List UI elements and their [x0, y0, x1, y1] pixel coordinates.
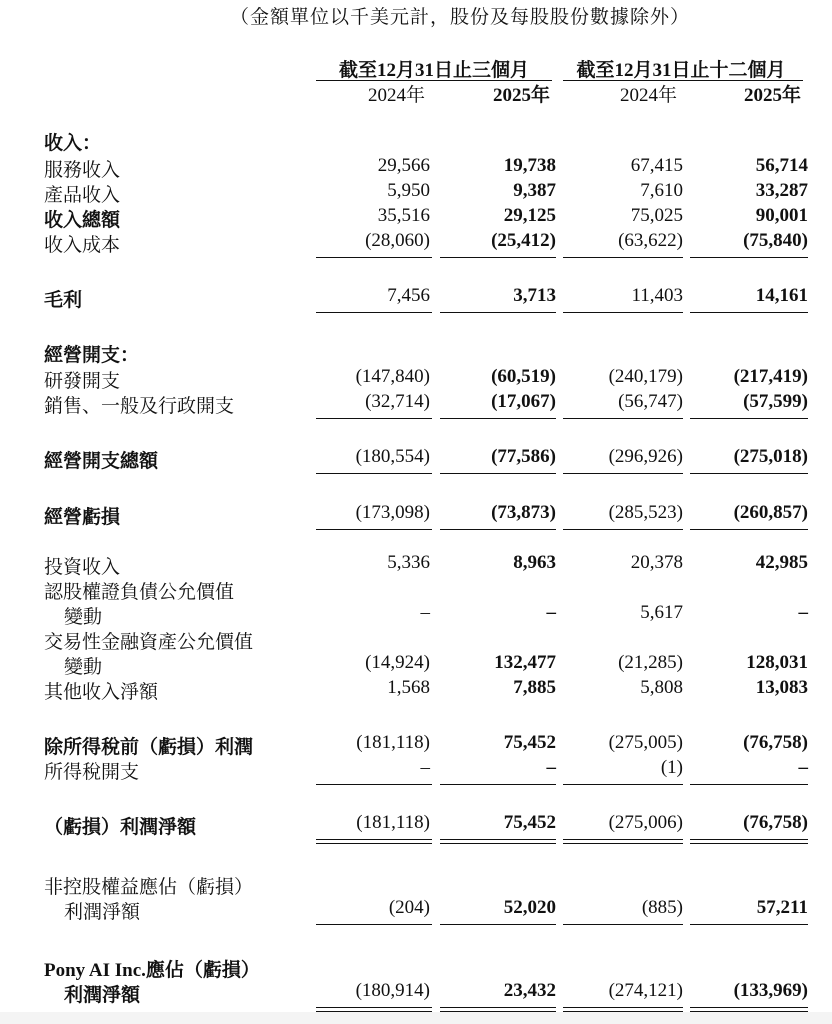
subtotal-underline: [563, 418, 683, 419]
subtotal-underline: [440, 924, 556, 925]
table-cell: 29,566: [377, 155, 430, 176]
table-cell: 11,403: [631, 285, 683, 306]
table-cell: 5,808: [640, 677, 683, 698]
row-label: 非控股權益應佔（虧損）: [44, 877, 254, 898]
row-label: 經營開支總額: [44, 451, 159, 472]
subtotal-underline: [690, 312, 808, 313]
subtotal-underline: [563, 529, 683, 530]
table-cell: (275,006): [608, 812, 683, 833]
table-cell: (56,747): [618, 391, 683, 412]
subtotal-underline: [440, 418, 556, 419]
row-label: 產品收入: [44, 185, 121, 206]
page-bottom-edge: [0, 1012, 832, 1024]
row-label: 除所得稅前（虧損）利潤: [44, 737, 254, 758]
row-label: 變動: [64, 657, 103, 678]
table-cell: 7,885: [513, 677, 556, 698]
table-cell: 7,456: [387, 285, 430, 306]
table-cell: 14,161: [755, 285, 808, 306]
table-subtitle: （金額單位以千美元計，股份及每股股份數據除外）: [229, 7, 690, 28]
subtotal-underline: [440, 473, 556, 474]
table-cell: 75,025: [630, 205, 683, 226]
subtotal-underline: [316, 784, 432, 785]
subtotal-underline: [563, 924, 683, 925]
table-cell: 42,985: [755, 552, 808, 573]
total-double-underline: [316, 839, 432, 844]
subtotal-underline: [316, 418, 432, 419]
row-label: 認股權證負債公允價值: [44, 582, 235, 603]
column-year-2024-3m: 2024年: [367, 85, 425, 106]
row-label: 收入總額: [44, 210, 121, 231]
row-label: 利潤淨額: [64, 985, 141, 1006]
row-label: 收入成本: [44, 235, 121, 256]
table-cell: 75,452: [503, 812, 556, 833]
row-label: 投資收入: [44, 557, 121, 578]
table-cell: (73,873): [491, 502, 556, 523]
table-cell: –: [798, 757, 808, 778]
table-cell: 9,387: [513, 180, 556, 201]
row-label: 服務收入: [44, 160, 121, 181]
subtotal-underline: [440, 312, 556, 313]
table-cell: (75,840): [743, 230, 808, 251]
table-cell: –: [420, 602, 430, 623]
table-cell: 1,568: [387, 677, 430, 698]
row-label: 經營虧損: [44, 507, 121, 528]
subtotal-underline: [690, 529, 808, 530]
table-cell: (240,179): [608, 366, 683, 387]
table-cell: (77,586): [491, 446, 556, 467]
table-cell: (14,924): [365, 652, 430, 673]
row-label: 其他收入淨額: [44, 682, 159, 703]
table-cell: 52,020: [503, 897, 556, 918]
table-cell: 29,125: [503, 205, 556, 226]
table-cell: (60,519): [491, 366, 556, 387]
table-cell: 8,963: [513, 552, 556, 573]
row-label: 利潤淨額: [64, 902, 141, 923]
table-cell: 5,336: [387, 552, 430, 573]
table-cell: (28,060): [365, 230, 430, 251]
table-cell: (180,554): [355, 446, 430, 467]
table-cell: (21,285): [618, 652, 683, 673]
table-cell: (217,419): [733, 366, 808, 387]
subtotal-underline: [316, 924, 432, 925]
table-cell: 67,415: [630, 155, 683, 176]
row-label: 毛利: [44, 290, 83, 311]
table-cell: 13,083: [755, 677, 808, 698]
table-cell: (204): [388, 897, 430, 918]
table-cell: (63,622): [618, 230, 683, 251]
table-cell: (25,412): [491, 230, 556, 251]
table-cell: (180,914): [355, 980, 430, 1001]
total-double-underline: [563, 839, 683, 844]
table-cell: –: [420, 757, 430, 778]
subtotal-underline: [316, 312, 432, 313]
table-cell: (260,857): [733, 502, 808, 523]
table-cell: 90,001: [755, 205, 808, 226]
row-label: 銷售、一般及行政開支: [44, 396, 235, 417]
table-cell: 132,477: [494, 652, 556, 673]
subtotal-underline: [563, 312, 683, 313]
column-header-twelve-months: 截至12月31日止十二個月: [576, 60, 786, 81]
total-double-underline: [440, 839, 556, 844]
table-cell: (173,098): [355, 502, 430, 523]
subtotal-underline: [316, 473, 432, 474]
table-cell: 20,378: [630, 552, 683, 573]
table-cell: 56,714: [755, 155, 808, 176]
table-cell: (1): [660, 757, 683, 778]
subtotal-underline: [563, 784, 683, 785]
table-cell: (181,118): [356, 732, 430, 753]
row-label: 交易性金融資產公允價值: [44, 632, 254, 653]
subtotal-underline: [316, 257, 432, 258]
table-cell: 5,617: [640, 602, 683, 623]
subtotal-underline: [690, 924, 808, 925]
table-cell: 19,738: [503, 155, 556, 176]
subtotal-underline: [690, 784, 808, 785]
subtotal-underline: [440, 529, 556, 530]
table-cell: (296,926): [608, 446, 683, 467]
subtotal-underline: [440, 784, 556, 785]
table-cell: (76,758): [743, 812, 808, 833]
table-cell: –: [798, 602, 808, 623]
subtotal-underline: [690, 473, 808, 474]
table-cell: (32,714): [365, 391, 430, 412]
table-cell: 75,452: [503, 732, 556, 753]
table-cell: (17,067): [491, 391, 556, 412]
column-header-three-months: 截至12月31日止三個月: [338, 60, 529, 81]
total-double-underline: [690, 839, 808, 844]
table-cell: (285,523): [608, 502, 683, 523]
column-year-2024-12m: 2024年: [619, 85, 677, 106]
table-cell: (76,758): [743, 732, 808, 753]
table-cell: –: [546, 602, 556, 623]
table-cell: (885): [641, 897, 683, 918]
table-cell: 7,610: [640, 180, 683, 201]
table-cell: (275,018): [733, 446, 808, 467]
table-cell: 3,713: [513, 285, 556, 306]
table-cell: (57,599): [743, 391, 808, 412]
row-label: Pony AI Inc.應佔（虧損）: [44, 960, 260, 981]
subtotal-underline: [690, 257, 808, 258]
table-cell: 5,950: [387, 180, 430, 201]
row-label: 所得稅開支: [44, 762, 140, 783]
subtotal-underline: [563, 473, 683, 474]
column-year-2025-3m: 2025年: [492, 85, 550, 106]
subtotal-underline: [563, 257, 683, 258]
column-year-2025-12m: 2025年: [743, 85, 801, 106]
table-cell: (275,005): [608, 732, 683, 753]
table-cell: (133,969): [733, 980, 808, 1001]
row-label: 研發開支: [44, 371, 121, 392]
row-label: （虧損）利潤淨額: [44, 817, 197, 838]
row-label: 收入：: [44, 133, 102, 154]
table-cell: (181,118): [356, 812, 430, 833]
table-cell: –: [546, 757, 556, 778]
table-cell: (274,121): [608, 980, 683, 1001]
subtotal-underline: [316, 529, 432, 530]
table-cell: 35,516: [377, 205, 430, 226]
row-label: 變動: [64, 607, 103, 628]
table-cell: 57,211: [756, 897, 808, 918]
table-cell: (147,840): [355, 366, 430, 387]
table-cell: 33,287: [755, 180, 808, 201]
subtotal-underline: [690, 418, 808, 419]
subtotal-underline: [440, 257, 556, 258]
table-cell: 128,031: [746, 652, 808, 673]
row-label: 經營開支：: [44, 345, 140, 366]
table-cell: 23,432: [503, 980, 556, 1001]
